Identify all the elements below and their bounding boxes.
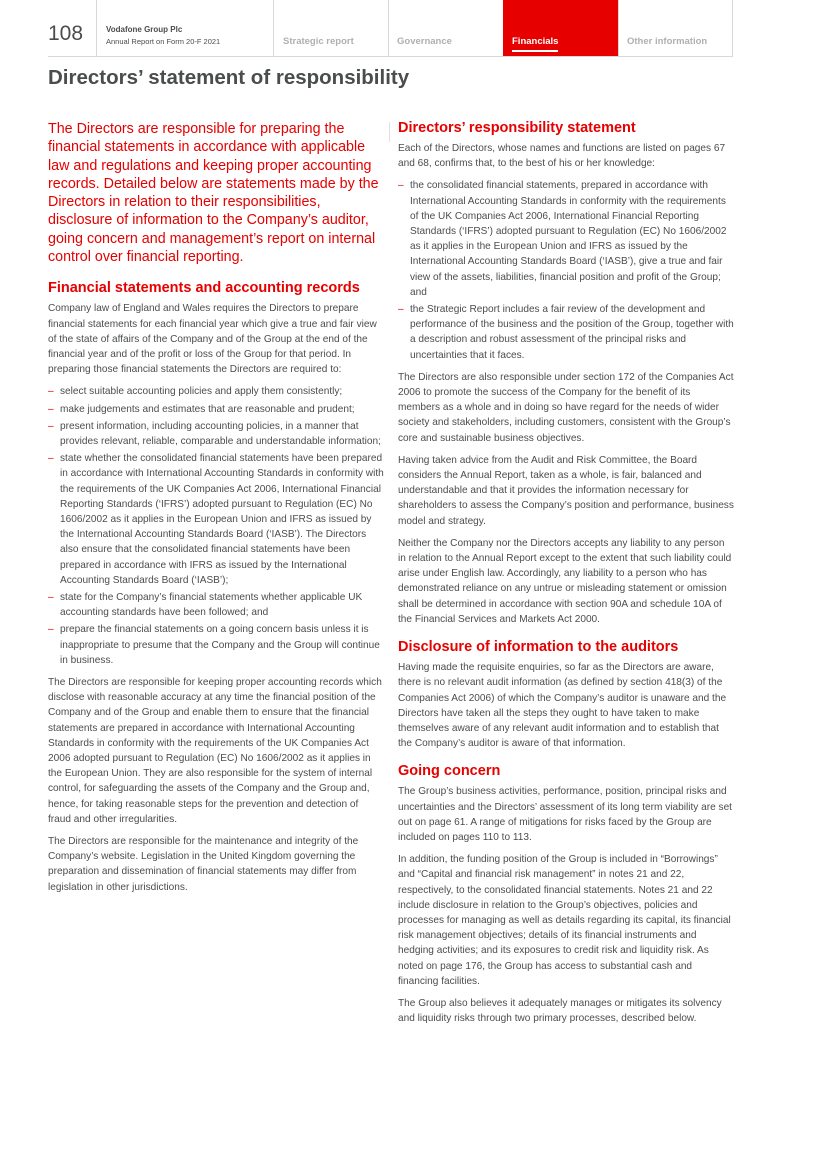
section-heading-disclosure: Disclosure of information to the auditors [398,639,679,656]
nav-active-underline [512,50,558,52]
list-item: – the consolidated financial statements, prepared in accordance with International Accounting Standards in conformity with the requirements of the UK Companies Act 2006, International Financial Reporting Standards (‘IFRS’) adopted pursuant to Regulation (EC) No 1606/2002 as it applies in the European Union and IFRS as issued by the International Accounting Standards Board (‘IASB’), give a true and fair view of the assets, liabilities, financial position and profit of the Group; and [398,178,734,300]
right-column [398,120,734,1033]
paragraph: Having taken advice from the Audit and Risk Committee, the Board considers the Annual Report, taken as a whole, is fair, balanced and understandable and that it provides the information necessary for shareholders to assess the Company’s position and performance, business model and strategy. [398,454,734,527]
confirmations-list [398,178,734,362]
list-item: – make judgements and estimates that are reasonable and prudent; [48,402,384,417]
nav-other-information[interactable]: Other information [627,36,708,47]
list-item: – select suitable accounting policies and apply them consistently; [48,384,384,399]
paragraph: Neither the Company nor the Directors accepts any liability to any person in relation to the Annual Report except to the extent that such liability could arise under English law. Accordingly, any liability to a person who has demonstrated reliance on any untrue or misleading statement or omission shall be determined in accordance with section 90A and schedule 10A of the Financial Services and Markets Act 2000. [398,537,732,625]
page-number: 108 [48,22,84,45]
section-heading-going-concern: Going concern [398,763,501,780]
section-heading-financial-statements: Financial statements and accounting records [48,280,360,297]
page-title: Directors’ statement of responsibility [48,66,410,89]
list-item: – state for the Company’s financial statements whether applicable UK accounting standards have been followed; and [48,590,384,620]
paragraph: The Group’s business activities, performance, position, principal risks and uncertainties and the Directors’ assessment of its long term viability are set out on page 61. A range of mitigations for risks faced by the Group are included on pages 110 to 113. [398,786,732,843]
nav-financials[interactable]: Financials [512,36,559,47]
paragraph: The Directors are responsible for keeping proper accounting records which disclose with reasonable accuracy at any time the financial position of the Company and of the Group and enable them to ensure that the financial statements are prepared in accordance with International Accounting Standards in conformity with the requirements of the UK Companies Act 2006 adopted pursuant to Regulation (EC) No 1606/2002 as it applies in the European Union. They are also responsible for the system of internal control, for safeguarding the assets of the Company and the Group and, hence, for taking reasonable steps for the prevention and detection of fraud and other irregularities. [48,677,382,825]
paragraph: The Group also believes it adequately manages or mitigates its solvency and liquidity risks through two primary processes, described below. [398,997,722,1025]
list-item: – present information, including accounting policies, in a manner that provides relevant, reliable, comparable and understandable information; [48,419,384,449]
paragraph: In addition, the funding position of the Group is included in “Borrowings” and “Capital and financial risk management” in notes 21 and 22, respectively, to the consolidated financial statements. Notes 21 and 22 include disclosure in relation to the Group’s objectives, policies and processes for managing as well as details regarding its capital, its financial risk management objectives; details of its financial instruments and hedging activities; and its exposures to credit risk and liquidity risk. As noted on page 176, the Group has access to substantial cash and financing facilities. [398,854,731,987]
list-item: – prepare the financial statements on a going concern basis unless it is inappropriate to presume that the Company and the Group will continue in business. [48,622,384,668]
column-divider [389,122,390,142]
header-divider [273,0,274,56]
list-item: – state whether the consolidated financial statements have been prepared in accordance with International Accounting Standards in conformity with the requirements of the UK Companies Act 2006, International Financial Reporting Standards (‘IFRS’) adopted pursuant to Regulation (EC) No 1606/2002 as it applies in the European Union and IFRS as issued by the International Accounting Standards Board (‘IASB’). The Directors also ensure that the consolidated financial statements have been prepared in accordance with IFRS as issued by the International Accounting Standards Board (‘IASB’); [48,451,384,588]
intro-statement: The Directors are responsible for preparing the financial statements in accordance with applicable law and regulations and keeping proper accounting records. Detailed below are statements made by the Directors in relation to their responsibilities, disclosure of information to the Company’s auditor, going concern and management’s report on internal control over financial reporting. [48,121,379,266]
header-divider [618,0,619,56]
header-divider [96,0,97,56]
left-column [48,120,384,902]
nav-strategic-report[interactable]: Strategic report [283,36,354,47]
header-divider [388,0,389,56]
header-divider [732,0,733,56]
section-heading-responsibility-statement: Directors’ responsibility statement [398,120,636,136]
nav-governance[interactable]: Governance [397,36,452,47]
requirements-list [48,384,384,668]
paragraph: Company law of England and Wales requires the Directors to prepare financial statements for each financial year which give a true and fair view of the state of affairs of the Company and of the Group at the end of the financial year and of the profit or loss of the Group for that period. In preparing those financial statements the Directors are required to: [48,303,377,376]
paragraph: The Directors are also responsible under section 172 of the Companies Act 2006 to promote the success of the Company for the benefit of its members as a whole and in doing so have regard for the needs of wider society and stakeholders, including customers, consistent with the Group’s core and sustainable business objectives. [398,371,734,444]
paragraph: Having made the requisite enquiries, so far as the Directors are aware, there is no relevant audit information (as defined by section 418(3) of the Companies Act 2006) of which the Company’s auditor is unaware and the Directors have taken all the steps they ought to have taken to make themselves aware of any relevant audit information and to establish that the Company’s auditor is aware of that information. [398,662,727,750]
page-header [0,0,826,56]
header-rule [48,56,733,57]
company-name: Vodafone Group Plc [106,25,183,34]
list-item: – the Strategic Report includes a fair review of the development and performance of the business and the position of the Group, together with a description and robust assessment of the principal risks and uncertainties that it faces. [398,302,734,363]
report-name: Annual Report on Form 20-F 2021 [106,37,221,46]
nav-active-background [503,0,618,56]
paragraph: The Directors are responsible for the maintenance and integrity of the Company’s website. Legislation in the United Kingdom governing the preparation and dissemination of financial statements may differ from legislation in other jurisdictions. [48,836,359,893]
paragraph: Each of the Directors, whose names and functions are listed on pages 67 and 68, confirms that, to the best of his or her knowledge: [398,143,726,170]
